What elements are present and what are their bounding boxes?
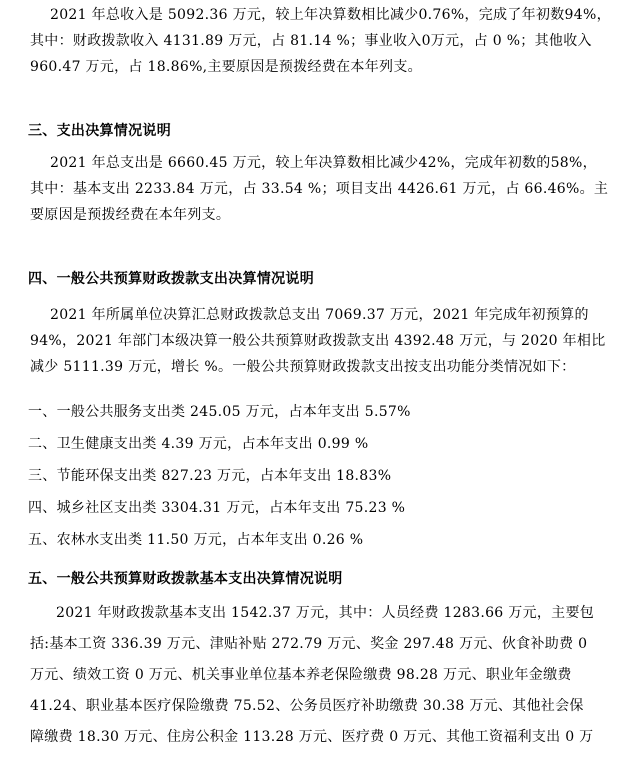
text-line: 2021 年所属单位决算汇总财政拨款总支出 7069.37 万元，2021 年完成年初预算的 [50, 307, 589, 323]
section-heading-general-budget: 四、一般公共预算财政拨款支出决算情况说明 [28, 271, 314, 287]
expenditure-paragraph [0, 150, 637, 228]
list-item: 五、农林水支出类 11.50 万元，占本年支出 0.26 % [28, 532, 364, 548]
function-category-list [0, 399, 637, 559]
income-paragraph [0, 2, 637, 80]
list-item: 二、卫生健康支出类 4.39 万元，占本年支出 0.99 % [28, 436, 369, 452]
text-line: 要原因是预拨经费在本年列支。 [30, 207, 231, 223]
list-item: 一、一般公共服务支出类 245.05 万元，占本年支出 5.57% [28, 404, 411, 420]
text-line: 94%，2021 年部门本级决算一般公共预算财政拨款支出 4392.48 万元，与 2020 年相比 [30, 333, 606, 349]
text-line: 2021 年总支出是 6660.45 万元，较上年决算数相比减少42%，完成年初数的58%， [50, 155, 597, 171]
general-budget-paragraph [0, 302, 637, 380]
section-heading-expenditure: 三、支出决算情况说明 [28, 123, 171, 139]
list-item: 四、城乡社区支出类 3304.31 万元，占本年支出 75.23 % [28, 500, 406, 516]
section-heading-basic-expenditure: 五、一般公共预算财政拨款基本支出决算情况说明 [28, 571, 343, 587]
text-line: 2021 年财政拨款基本支出 1542.37 万元，其中：人员经费 1283.66 万元，主要包 [56, 605, 595, 621]
text-line: 减少 5111.39 万元，增长 %。一般公共预算财政拨款支出按支出功能分类情况如下： [30, 359, 576, 375]
text-line: 其中：基本支出 2233.84 万元，占 33.54 %；项目支出 4426.61 万元，占 66.46%。主 [30, 181, 609, 197]
text-line: 960.47 万元，占 18.86%,主要原因是预拨经费在本年列支。 [30, 59, 422, 75]
text-line: 括:基本工资 336.39 万元、津贴补贴 272.79 万元、奖金 297.48 万元、伙食补助费 0 [30, 636, 588, 652]
text-line: 41.24、职业基本医疗保险缴费 75.52、公务员医疗补助缴费 30.38 万元、其他社会保 [30, 698, 584, 714]
text-line: 2021 年总收入是 5092.36 万元，较上年决算数相比减少0.76%，完成了年初数94%， [50, 7, 611, 23]
text-line: 其中：财政拨款收入 4131.89 万元，占 81.14 %；事业收入0万元，占 0 %；其他收入 [30, 33, 592, 49]
text-line: 万元、绩效工资 0 万元、机关事业单位基本养老保险缴费 98.28 万元、职业年金缴费 [30, 667, 572, 683]
list-item: 三、节能环保支出类 827.23 万元，占本年支出 18.83% [28, 468, 392, 484]
text-line: 障缴费 18.30 万元、住房公积金 113.28 万元、医疗费 0 万元、其他工资福利支出 0 万 [30, 729, 594, 745]
basic-expenditure-paragraph [0, 600, 637, 755]
